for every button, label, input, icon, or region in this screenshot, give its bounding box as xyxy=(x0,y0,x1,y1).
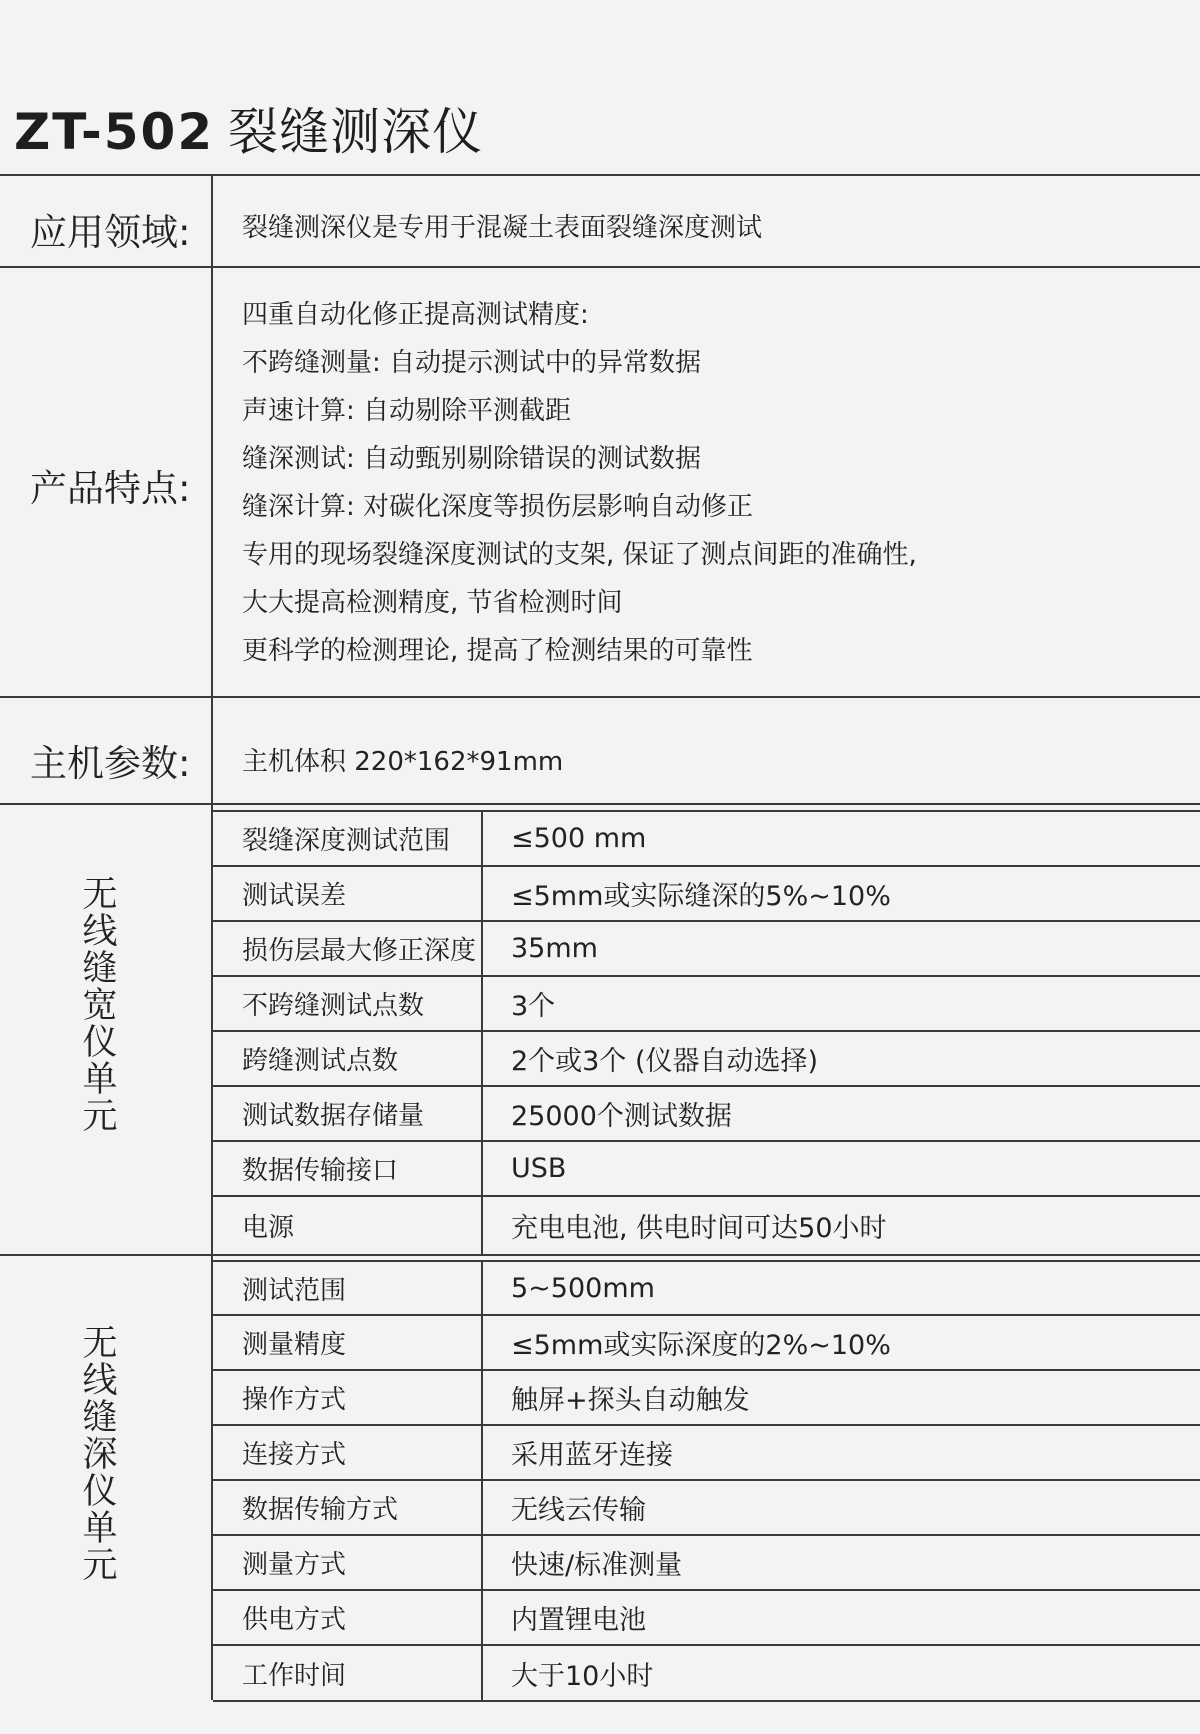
host-text: 主机体积 220*162*91mm xyxy=(242,747,564,777)
spec-key: 工作时间 xyxy=(213,1646,483,1700)
spec-key: 电源 xyxy=(213,1197,483,1254)
table-row xyxy=(213,1260,1200,1316)
table-row xyxy=(213,922,1200,977)
divider xyxy=(0,174,1200,176)
spec-value: 25000个测试数据 xyxy=(511,1101,732,1132)
list-item: 大大提高检测精度, 节省检测时间 xyxy=(242,588,623,618)
table-row xyxy=(213,1142,1200,1197)
table-row xyxy=(213,1646,1200,1702)
table-row xyxy=(213,1316,1200,1371)
table-row xyxy=(213,1197,1200,1254)
spec-value: 35mm xyxy=(511,933,598,964)
spec-key: 数据传输接口 xyxy=(213,1142,483,1195)
spec-key: 裂缝深度测试范围 xyxy=(213,812,483,865)
spec-value: ≤5mm或实际深度的2%~10% xyxy=(511,1330,891,1361)
spec-value: ≤500 mm xyxy=(511,823,647,854)
spec-value: 大于10小时 xyxy=(511,1660,654,1692)
feature-list xyxy=(242,295,917,679)
spec-key: 测试范围 xyxy=(213,1262,483,1314)
table-row xyxy=(213,1591,1200,1646)
list-item: 缝深测试: 自动甄别剔除错误的测试数据 xyxy=(242,444,702,474)
divider xyxy=(0,696,1200,698)
table-row xyxy=(213,810,1200,867)
list-item: 缝深计算: 对碳化深度等损伤层影响自动修正 xyxy=(242,492,754,522)
spec-key: 测试数据存储量 xyxy=(213,1087,483,1140)
spec-key: 测量精度 xyxy=(213,1316,483,1369)
spec-value: USB xyxy=(511,1153,567,1184)
spec-key: 供电方式 xyxy=(213,1591,483,1644)
spec-value: ≤5mm或实际缝深的5%~10% xyxy=(511,881,891,912)
table-row xyxy=(213,1481,1200,1536)
application-label: 应用领域: xyxy=(30,211,191,254)
spec-key: 不跨缝测试点数 xyxy=(213,977,483,1030)
table-row xyxy=(213,1032,1200,1087)
width-unit-table xyxy=(213,810,1200,1254)
spec-key: 测试误差 xyxy=(213,867,483,920)
list-item: 四重自动化修正提高测试精度: xyxy=(242,300,589,330)
list-item: 更科学的检测理论, 提高了检测结果的可靠性 xyxy=(242,636,753,666)
spec-value: 3个 xyxy=(511,991,556,1022)
table-row xyxy=(213,1371,1200,1426)
list-item: 声速计算: 自动剔除平测截距 xyxy=(242,396,572,426)
spec-value: 无线云传输 xyxy=(511,1495,646,1526)
features-label: 产品特点: xyxy=(30,467,191,510)
page-title xyxy=(14,92,483,164)
spec-key: 数据传输方式 xyxy=(213,1481,483,1534)
product-name: 裂缝测深仪 xyxy=(228,103,484,161)
table-row xyxy=(213,1087,1200,1142)
depth-unit-table xyxy=(213,1260,1200,1702)
spec-value: 内置锂电池 xyxy=(511,1605,646,1636)
divider xyxy=(0,803,1200,805)
list-item: 不跨缝测量: 自动提示测试中的异常数据 xyxy=(242,348,702,378)
table-row xyxy=(213,1426,1200,1481)
spec-value: 采用蓝牙连接 xyxy=(511,1440,673,1471)
spec-value: 触屏+探头自动触发 xyxy=(511,1385,750,1416)
spec-key: 损伤层最大修正深度 xyxy=(213,922,483,975)
divider xyxy=(0,1254,1200,1256)
model-number: ZT-502 xyxy=(14,103,215,161)
list-item: 专用的现场裂缝深度测试的支架, 保证了测点间距的准确性, xyxy=(242,540,917,570)
spec-key: 跨缝测试点数 xyxy=(213,1032,483,1085)
spec-value: 快速/标准测量 xyxy=(511,1550,683,1581)
table-row xyxy=(213,977,1200,1032)
application-text: 裂缝测深仪是专用于混凝土表面裂缝深度测试 xyxy=(242,213,763,243)
table-row xyxy=(213,1536,1200,1591)
table-row xyxy=(213,867,1200,922)
spec-key: 连接方式 xyxy=(213,1426,483,1479)
width-unit-label: 无线缝宽仪单元 xyxy=(82,875,118,1137)
spec-value: 2个或3个 (仪器自动选择) xyxy=(511,1046,819,1077)
spec-key: 操作方式 xyxy=(213,1371,483,1424)
host-label: 主机参数: xyxy=(30,742,191,785)
spec-value: 充电电池, 供电时间可达50小时 xyxy=(511,1213,887,1244)
spec-key: 测量方式 xyxy=(213,1536,483,1589)
depth-unit-label: 无线缝深仪单元 xyxy=(82,1324,118,1586)
spec-value: 5~500mm xyxy=(511,1272,655,1304)
divider xyxy=(0,266,1200,268)
